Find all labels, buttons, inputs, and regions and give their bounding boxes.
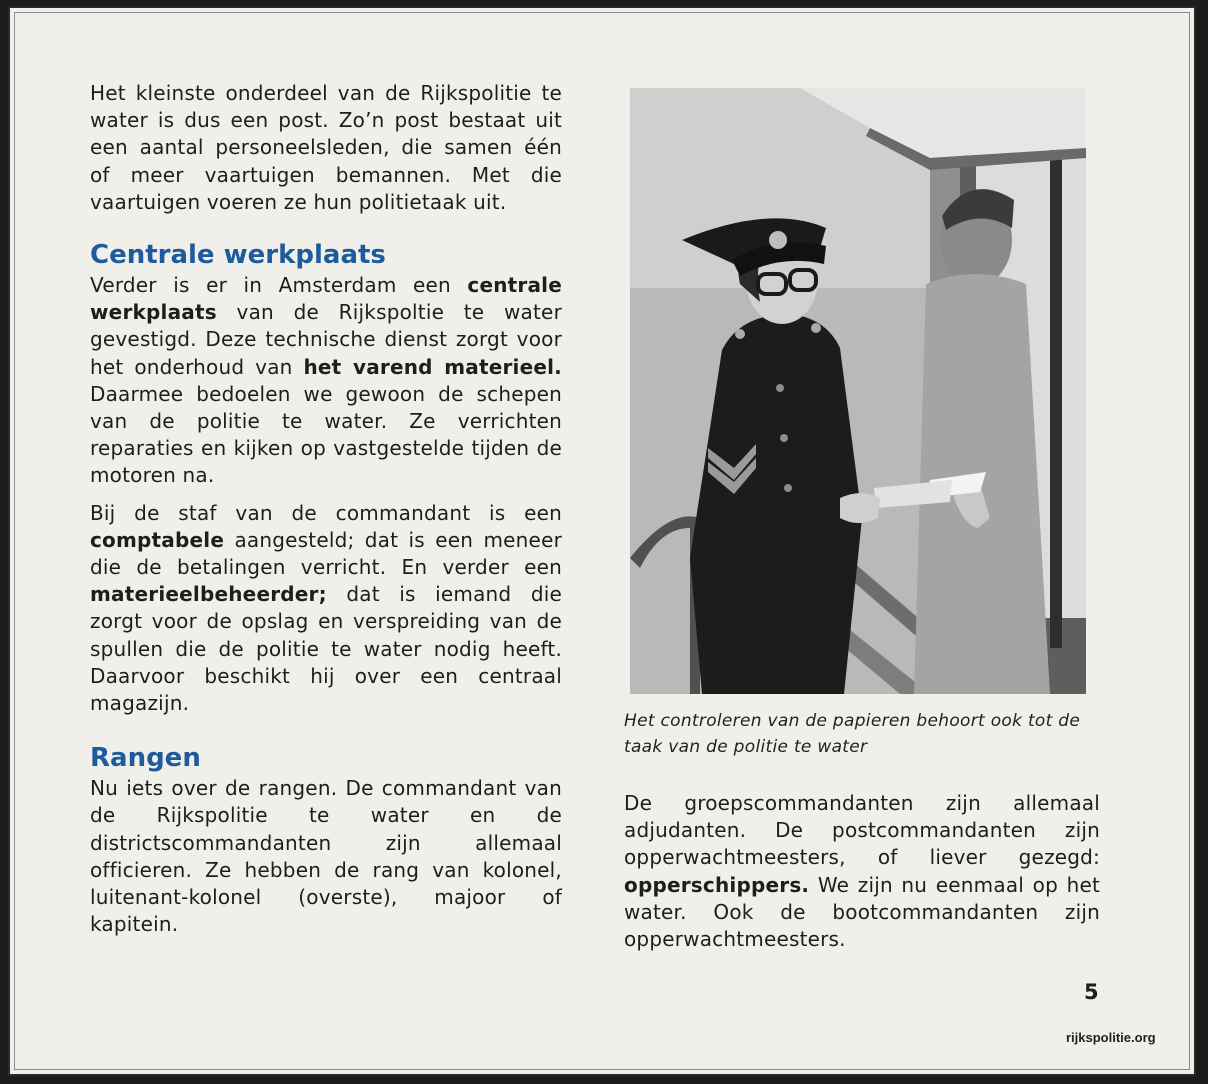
intro-paragraph: Het kleinste onderdeel van de Rijkspolitie te water is dus een post. Zo’n post bestaat uit een aantal personeelsleden, die samen één of meer vaartuigen bemannen. Met die vaartuigen voeren ze hun politietaak uit. bbox=[90, 81, 562, 214]
section-heading-centrale-werkplaats: Centrale werkplaats bbox=[90, 240, 386, 271]
bold-term: opperschippers. bbox=[624, 872, 810, 897]
rangen-paragraph: Nu iets over de rangen. De commandant van de Rijkspolitie te water en de districtscommandanten zijn allemaal officieren. Ze hebben de rang van kolonel, luitenant-kolonel (overste), majoor of kapitein. bbox=[90, 776, 562, 937]
centrale-werkplaats-paragraph: Verder is er in Amsterdam een centrale werkplaats van de Rijkspoltie te water gevestigd. Deze technische dienst zorgt voor het onderhoud van het varend materieel. Daarmee bedoelen we gewoon de schepen van de politie te water. Ze verrichten reparaties en kijken op vastgestelde tijden de motoren na. bbox=[90, 273, 562, 488]
page-number: 5 bbox=[1084, 980, 1099, 1004]
document-page bbox=[8, 6, 1196, 1076]
photo-police-checking-papers bbox=[630, 88, 1086, 694]
bold-term: centrale werkplaats bbox=[90, 273, 562, 325]
section-heading-rangen: Rangen bbox=[90, 743, 201, 774]
photo-caption: Het controleren van de papieren behoort ook tot de taak van de politie te water bbox=[624, 711, 1081, 757]
photo-illustration bbox=[630, 88, 1086, 694]
bold-term: het varend materieel. bbox=[303, 354, 562, 379]
groepscommandanten-paragraph: De groepscommandanten zijn allemaal adjudanten. De postcommandanten zijn opperwachtmeesters, of liever gezegd: opperschippers. We zijn nu eenmaal op het water. Ook de bootcommandanten zijn opperwachtmeesters. bbox=[624, 791, 1100, 952]
watermark-text: rijkspolitie.org bbox=[1066, 1030, 1156, 1045]
comptabele-paragraph: Bij de staf van de commandant is een comptabele aangesteld; dat is een meneer die de betalingen verricht. En verder een materieelbeheerder; dat is iemand die zorgt voor de opslag en verspreiding van de spullen die de politie te water nodig heeft. Daarvoor beschikt hij over een centraal magazijn. bbox=[90, 500, 562, 716]
bold-term: comptabele bbox=[90, 527, 225, 552]
bold-term: materieelbeheerder; bbox=[90, 582, 327, 607]
left-column bbox=[90, 80, 562, 948]
right-column bbox=[624, 88, 1100, 963]
